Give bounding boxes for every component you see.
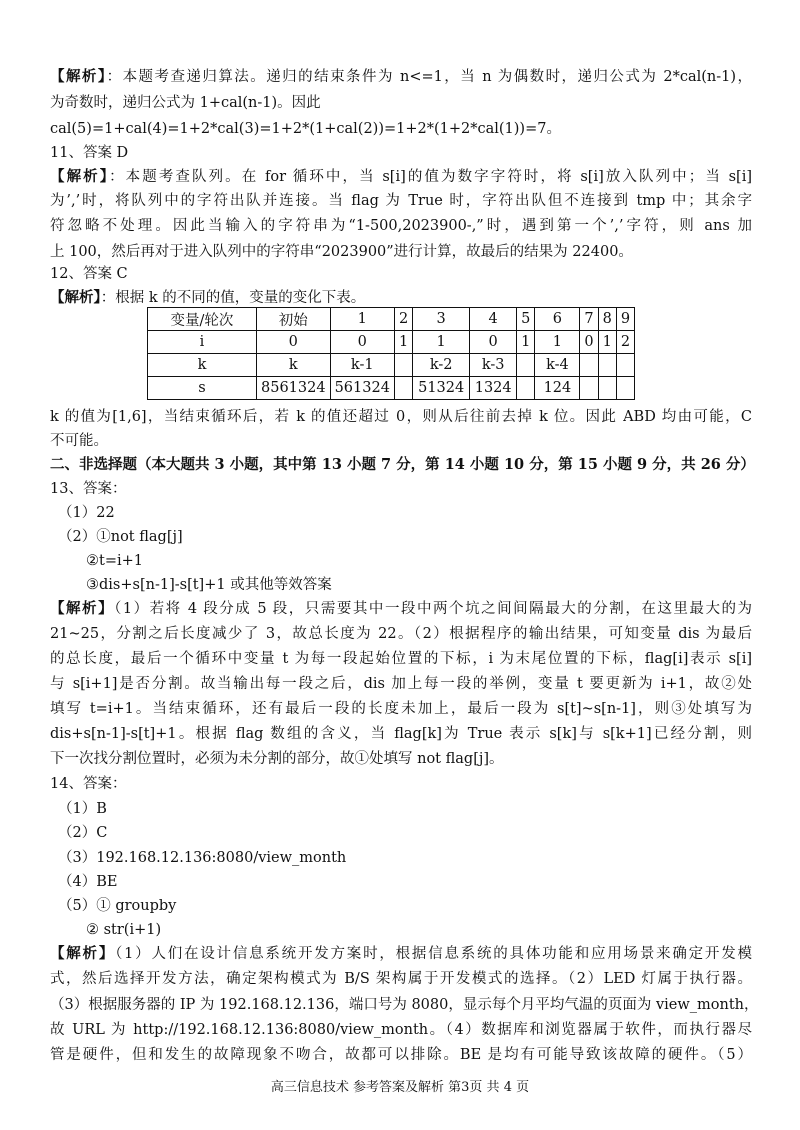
table-cell: 561324 [330, 377, 394, 400]
table-cell: k [257, 354, 331, 377]
table-cell [580, 377, 598, 400]
table-cell: 0 [257, 331, 331, 354]
table-header-cell: 2 [394, 308, 412, 331]
table-header-cell: 9 [616, 308, 634, 331]
answer-item: （1）22 [58, 505, 115, 521]
text-line: 的总长度，最后一个循环中变量 t 为每一段起始位置的下标，i 为末尾位置的下标，flag[i]表示 s[i] [50, 651, 752, 667]
table-cell: k-2 [413, 354, 470, 377]
table-cell [517, 354, 535, 377]
answer-item: ②t=i+1 [86, 553, 143, 569]
analysis-line [50, 941, 752, 967]
line-text: ：本题考查递归算法。递归的结束条件为 n<=1，当 n 为偶数时，递归公式为 2*cal(n-1)， [106, 69, 753, 85]
text-line: dis+s[n-1]-s[t]+1。根据 flag 数组的含义，当 flag[k]为 True 表示 s[k]与 s[k+1]已经分割，则 [50, 726, 752, 742]
text-line: 21~25，分割之后长度减少了 3，故总长度为 22。（2）根据程序的输出结果，可知变量 dis 为最后 [50, 626, 752, 642]
answer-item: ② str(i+1) [86, 922, 162, 938]
table-header-row [148, 308, 635, 331]
question-13-answer: 13、答案： [50, 481, 127, 497]
table-cell [616, 354, 634, 377]
text-line: 上 100，然后再对于进入队列中的字符串“2023900”进行计算，故最后的结果为 22400。 [50, 244, 633, 260]
table-header-cell: 8 [598, 308, 616, 331]
table-header-cell: 初始 [257, 308, 331, 331]
table-cell: k-3 [470, 354, 517, 377]
table-header-cell: 6 [535, 308, 580, 331]
question-14-answer: 14、答案： [50, 776, 127, 792]
table-header-cell: 4 [470, 308, 517, 331]
analysis-tag: 【解析】 [50, 168, 110, 185]
answer-item: （2）C [58, 825, 108, 841]
table-cell: 0 [580, 331, 598, 354]
table-cell: 1 [517, 331, 535, 354]
table-cell [394, 354, 412, 377]
line-text: （1）人们在设计信息系统开发方案时，根据信息系统的具体功能和应用场景来确定开发模 [115, 946, 752, 962]
table-cell [616, 377, 634, 400]
table-cell: 1 [598, 331, 616, 354]
table-cell [394, 377, 412, 400]
analysis-tag: 【解析】 [50, 289, 101, 306]
table-cell: 0 [330, 331, 394, 354]
table-cell: 8561324 [257, 377, 331, 400]
table-cell [517, 377, 535, 400]
variable-table [147, 307, 635, 400]
text-line: k 的值为[1,6]，当结束循环后，若 k 的值还超过 0，则从后往前去掉 k 位。因此 ABD 均由可能，C [50, 409, 752, 425]
answer-item: ③dis+s[n-1]-s[t]+1 或其他等效答案 [86, 577, 332, 593]
table-cell [598, 354, 616, 377]
table-cell: 1324 [470, 377, 517, 400]
text-line: 下一次找分割位置时，必须为未分割的部分，故①处填写 not flag[j]。 [50, 751, 504, 767]
text-line: 故 URL 为 http://192.168.12.136:8080/view_month。（4）数据库和浏览器属于软件，而执行器尽 [50, 1022, 752, 1038]
table-cell [580, 354, 598, 377]
text-line: 式，然后选择开发方法，确定架构模式为 B/S 架构属于开发模式的选择。（2）LED 灯属于执行器。 [50, 971, 752, 987]
text-line: 为’,’时，将队列中的字符出队并连接。当 flag 为 True 时，字符出队但不连接到 tmp 中；其余字 [50, 193, 752, 209]
text-line: cal(5)=1+cal(4)=1+2*cal(3)=1+2*(1+cal(2))=1+2*(1+2*cal(1))=7。 [50, 121, 561, 137]
text-line: 不可能。 [50, 433, 108, 449]
question-12-answer: 12、答案 C [50, 266, 128, 282]
answer-item: （1）B [58, 801, 107, 817]
analysis-line [50, 596, 752, 622]
table-header-cell: 7 [580, 308, 598, 331]
table-cell [598, 377, 616, 400]
table-cell: 2 [616, 331, 634, 354]
table-cell: 1 [535, 331, 580, 354]
table-header-cell: 5 [517, 308, 535, 331]
question-11-answer: 11、答案 D [50, 145, 129, 161]
table-cell: k-1 [330, 354, 394, 377]
page-footer: 高三信息技术 参考答案及解析 第3页 共 4 页 [270, 1080, 530, 1095]
line-text: （1）若将 4 段分成 5 段，只需要其中一段中两个坑之间间隔最大的分割，在这里最大的为 [114, 601, 753, 617]
table-cell: 1 [394, 331, 412, 354]
analysis-line [50, 64, 752, 90]
analysis-tag: 【解析】 [50, 600, 115, 617]
answer-item: （4）BE [58, 874, 118, 890]
analysis-tag: 【解析】 [50, 68, 107, 85]
table-cell: 0 [470, 331, 517, 354]
text-line: 与 s[i+1]是否分割。故当输出每一段之后，dis 加上每一段的举例，变量 t 要更新为 i+1，故②处 [50, 676, 752, 692]
text-line: 管是硬件，但和发生的故障现象不吻合，故都可以排除。BE 是均有可能导致该故障的硬件。（5） [50, 1047, 752, 1063]
table-cell: k [148, 354, 257, 377]
table-cell: 1 [413, 331, 470, 354]
table-header-cell: 1 [330, 308, 394, 331]
answer-item: （3）192.168.12.136:8080/view_month [58, 850, 347, 866]
table-cell: s [148, 377, 257, 400]
text-line: （3）根据服务器的 IP 为 192.168.12.136，端口号为 8080，显示每个月平均气温的页面为 view_month， [50, 997, 759, 1013]
analysis-tag: 【解析】 [50, 945, 116, 962]
answer-item: （5）① groupby [58, 898, 177, 914]
answer-item: （2）①not flag[j] [58, 529, 183, 545]
section-heading: 二、非选择题（本大题共 3 小题，其中第 13 小题 7 分，第 14 小题 10 分，第 15 小题 9 分，共 26 分） [50, 456, 755, 473]
table-header-cell: 变量/轮次 [148, 308, 257, 331]
text-line: 符忽略不处理。因此当输入的字符串为“1-500,2023900-,”时，遇到第一个’,’字符，则 ans 加 [50, 218, 752, 234]
table-cell: i [148, 331, 257, 354]
table-cell: 124 [535, 377, 580, 400]
line-text: ：本题考查队列。在 for 循环中，当 s[i]的值为数字字符时，将 s[i]放入队列中；当 s[i] [109, 169, 753, 185]
table-cell: 51324 [413, 377, 470, 400]
table-row [148, 331, 635, 354]
table-row [148, 354, 635, 377]
table-header-cell: 3 [413, 308, 470, 331]
table-cell: k-4 [535, 354, 580, 377]
analysis-line [50, 164, 752, 190]
text-line: 为奇数时，递归公式为 1+cal(n-1)。因此 [50, 95, 321, 111]
text-line: 填写 t=i+1。当结束循环，还有最后一段的长度未加上，最后一段为 s[t]~s[n-1]，则③处填写为 [50, 701, 752, 717]
table-row [148, 377, 635, 400]
line-text: ：根据 k 的不同的值，变量的变化下表。 [100, 290, 366, 306]
